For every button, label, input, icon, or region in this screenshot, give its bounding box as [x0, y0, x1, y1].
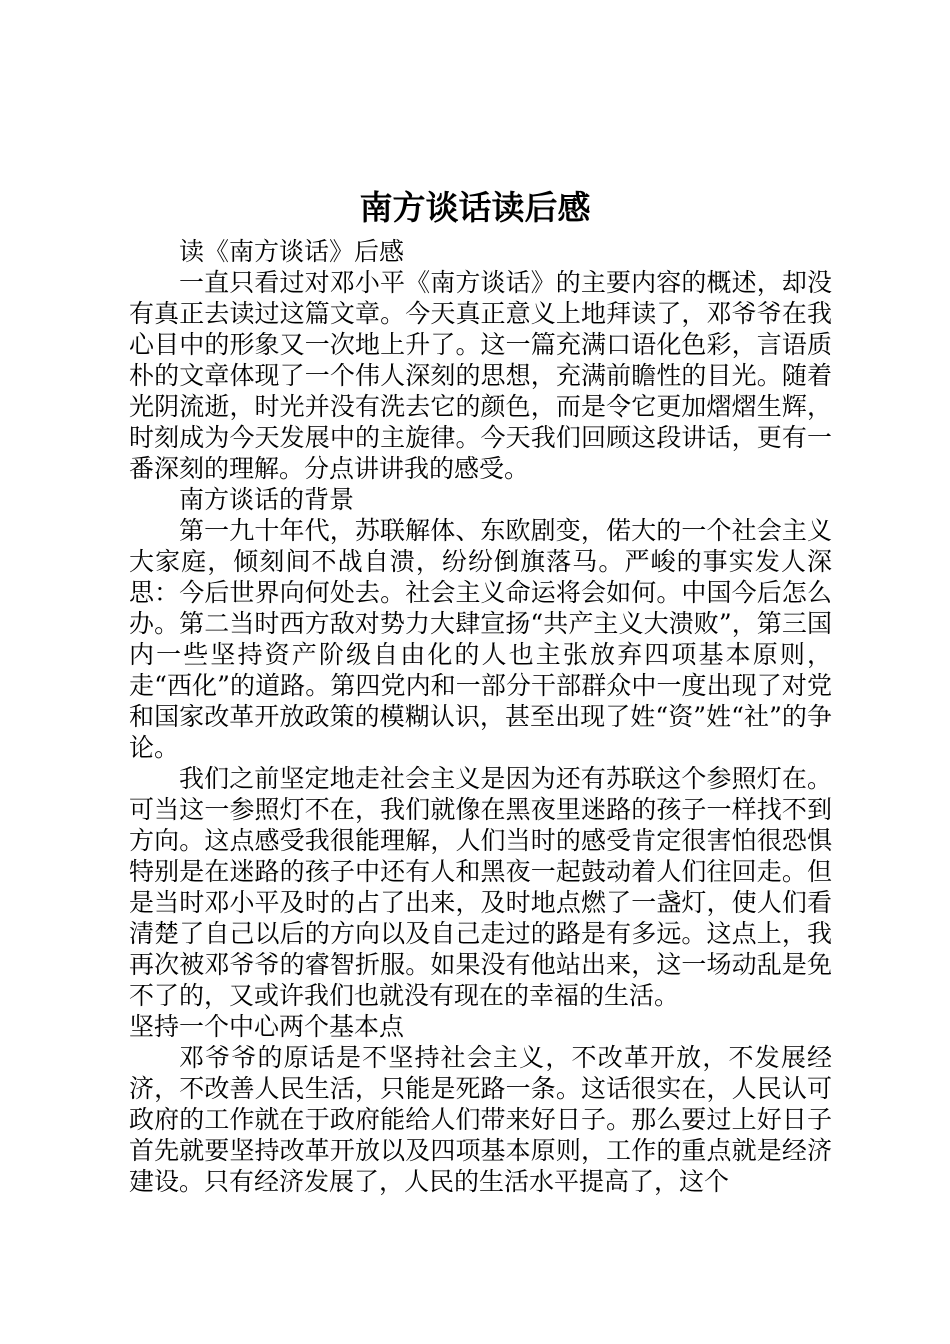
paragraph-background: 第一九十年代，苏联解体、东欧剧变，偌大的一个社会主义大家庭，倾刻间不战自溃，纷纷倒旗落马。严峻的事实发人深思：今后世界向何处去。社会主义命运将会如何。中国今后怎么办。第二当时西方敌对势力大肆宣扬“共产主义大溃败”，第三国内一些坚持资产阶级自由化的人也主张放弃四项基本原则，走“西化”的道路。第四党内和一部分干部群众中一度出现了对党和国家改革开放政策的模糊认识，甚至出现了姓“资”姓“社”的争论。: [129, 516, 832, 762]
document-title: 南方谈话读后感: [359, 188, 591, 227]
paragraph-subtitle: 读《南方谈话》后感: [179, 237, 405, 266]
paragraph-intro: 一直只看过对邓小平《南方谈话》的主要内容的概述，却没有真正去读过这篇文章。今天真正意义上地拜读了，邓爷爷在我心目中的形象又一次地上升了。这一篇充满口语化色彩，言语质朴的文章体现了一个伟人深刻的思想，充满前瞻性的目光。随着光阴流逝，时光并没有洗去它的颜色，而是令它更加熠熠生辉，时刻成为今天发展中的主旋律。今天我们回顾这段讲话，更有一番深刻的理解。分点讲讲我的感受。: [129, 268, 832, 483]
paragraph-economy: 邓爷爷的原话是不坚持社会主义，不改革开放，不发展经济，不改善人民生活，只能是死路一条。这话很实在，人民认可政府的工作就在于政府能给人们带来好日子。那么要过上好日子首先就要坚持改革开放以及四项基本原则，工作的重点就是经济建设。只有经济发展了，人民的生活水平提高了，这个: [129, 1043, 832, 1196]
paragraph-reflection: 我们之前坚定地走社会主义是因为还有苏联这个参照灯在。可当这一参照灯不在，我们就像在黑夜里迷路的孩子一样找不到方向。这点感受我很能理解，人们当时的感受肯定很害怕很恐惧特别是在迷路的孩子中还有人和黑夜一起鼓动着人们往回走。但是当时邓小平及时的占了出来，及时地点燃了一盏灯，使人们看清楚了自己以后的方向以及自己走过的路是有多远。这点上，我再次被邓爷爷的睿智折服。如果没有他站出来，这一场动乱是免不了的，又或许我们也就没有现在的幸福的生活。: [129, 764, 832, 1010]
section-heading-center: 坚持一个中心两个基本点: [129, 1012, 405, 1041]
section-heading-background: 南方谈话的背景: [179, 485, 355, 514]
document-body: [129, 236, 832, 1197]
